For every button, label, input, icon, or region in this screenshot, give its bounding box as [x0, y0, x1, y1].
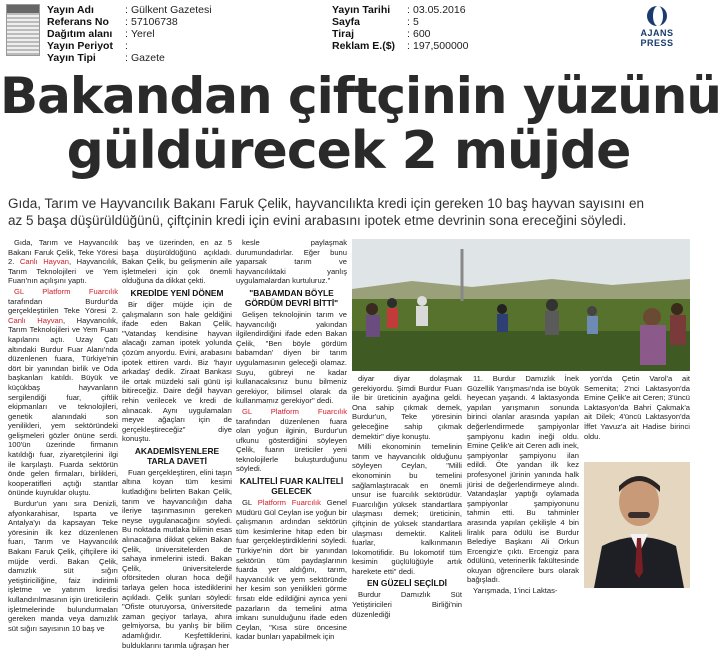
subheading: EN GÜZELİ SEÇİLDİ	[366, 578, 448, 589]
spot-line-2: az 5 başa düşürüldüğünü, çiftçinin kredi için evini arabasını ipotek etme devrinin sona ereceğini söyledi.	[8, 213, 627, 228]
article-column-1	[8, 238, 118, 633]
article-column-3	[236, 238, 347, 642]
text-run: tarafından Burdur'da gerçekleştirilen Teke Yöresi 2.	[8, 296, 118, 316]
meta-value: 03.05.2016	[413, 4, 466, 16]
farm-field-photo	[352, 239, 690, 371]
text-run: Genel Müdürü Gül Ceylan ise yoğun bir çalışmanın ardından sektörün tüm kesimlerine hitap eden bir fuar gerçekleştirdiklerini söyledi. Türkiye'nin dört bir yanından sektörün tüm paydaşlarının fuarda yer aldığını, tarım, hayvancılık ve yem sektöründe her kesim son yenilikleri görme fırsatı elde edildiğini ayrıca yeni pazarların da temelini atma imkanı sunulduğunu ifade eden Ceylan, "Kısa süre öncesine kadar bunları yapabilmek için	[236, 498, 347, 642]
meta-value: 600	[413, 28, 431, 40]
paragraph	[8, 287, 118, 498]
paragraph: diyar diyar dolaşmak gerekiyordu. Şimdi Burdur Fuarı ile bir üreticinin ayağına geldi. Ona sahip çıkmak demek, Burdur'un, Teke yöresinin geleceğine sahip çıkmak demektir" diye konuştu.	[352, 374, 462, 441]
minister-portrait-photo	[584, 462, 690, 588]
paragraph: Yarışmada, 1'inci Laktas-	[473, 586, 558, 596]
meta-value: 197,500000	[413, 40, 469, 52]
article-column-4	[352, 374, 462, 619]
article-column-6	[584, 374, 690, 460]
meta-colon: :	[125, 40, 128, 52]
meta-key: Yayın Tarihi	[332, 4, 391, 16]
paragraph: Burdur'un yanı sıra Denizli, afyonkarahisar, Isparta ve Antalya'yı da kapsayan Teke yöresinin ilk kez düzenlenen fuarı, Tarım ve Hayvancılık Bakanı Faruk Çelik, çiftçilere iki müjde verdi. Bakan Çelik, damızlık süt sığırı yetiştiriciliğine, faiz indirimli işletme ve yatırım kredisi kullandırılmasının işin üreticilerin işletmelerinde bulundurmaları gereken manda veya damızlık süt sığırı sayısının 10 baş ve	[8, 499, 118, 633]
paragraph: 11. Burdur Damızlık İnek Güzellik Yarışması'nda ise büyük heyecan yaşandı. 4 laktasyonda yapılan yarışmanın sonunda birinci olanlar arasında yapılan değerlendirmede şampiyonlar şampiyonu kadın ineği oldu. Emine Çelik'e ait Ceren adlı inek, şampiyonlar şampiyonu ilan edildi. Öte yandan ilk kez profesyonel jürinin yanında halk jürisi de değerlendirmeye alındı. Vatandaşlar yaptığı oylamada şampiyonlar şampiyonunu tahmin etti. Bu tahminler arasında yapılan çekilişle 4 bin liralık para ödülü ise Burdur Belediye Başkanı Ali Orkun Ercengiz'e çıktı. Ercengiz para ödülünü, veterinerlik fakültesinde okuyan öğrencilere burs olarak bağışladı.	[467, 374, 579, 585]
meta-value: 57106738	[131, 16, 178, 28]
meta-colon: :	[125, 52, 128, 64]
paragraph: Gelişen teknolojinin tarım ve hayvancılığı yakından ilgilendirdiğini ifade eden Bakan Çelik, "Ben böyle gördüm babamdan' diyen bir tarım uygulamasının geleceği olamaz. Suyu, gübreyi ne kadar kullanacaksınız bunu bilmeniz gerekiyor, bilimsel olarak da kullanmamız gerekiyor" dedi.	[236, 309, 347, 406]
highlight-run: Canlı Hayvan	[19, 257, 69, 267]
highlight-run: Canlı Hayvan	[8, 315, 63, 325]
ajans-press-logo-icon	[647, 6, 667, 26]
meta-key: Yayın Adı	[47, 4, 94, 16]
clipping-meta-header	[0, 0, 697, 62]
meta-key: Dağıtım alanı	[47, 28, 113, 40]
paragraph: kesle paylaşmak durumundadırlar. Eğer bunu yaparsak tarım ve hayvancılıktaki yanlış uygulamalardan kurtuluruz."	[236, 238, 347, 286]
meta-colon: :	[407, 28, 410, 40]
subheading: AKADEMİSYENLERE TARLA DAVETİ	[134, 445, 220, 466]
meta-value: Gülkent Gazetesi	[131, 4, 212, 16]
paragraph: yon'da Çetin Varol'a ait Semenita; 2'nci Laktasyon'da Emine Çelik'e ait Ceren; 3'üncü Laktasyon'da Bahri Çakmak'a ait Dilek; 4'üncü Laktasyon'da İffet Yavuz'a ait Hadise birinci oldu.	[584, 374, 690, 441]
ajans-press-logo-text: AJANS PRESS	[640, 28, 674, 48]
ajans-press-logo	[624, 6, 690, 48]
meta-key: Tiraj	[332, 28, 354, 40]
meta-key: Yayın Periyot	[47, 40, 113, 52]
text-run: tarafından düzenlenen fuara olan yoğun ilginin, Burdur'un ufkunu gösterdiğini söyleyen Çelik, fuarın üreticiler yeni teknolojilerle buluşturduğunu söyledi.	[236, 416, 347, 474]
meta-colon: :	[407, 4, 410, 16]
text-run: , Hayvancılık, Tarım Teknolojileri ve Yem Fuarı'nın açılışını yaptı.	[8, 257, 118, 286]
paragraph	[8, 238, 118, 286]
text-run: GL	[242, 498, 258, 508]
meta-value: Yerel	[131, 28, 155, 40]
meta-colon: :	[125, 16, 128, 28]
meta-colon: :	[407, 16, 410, 28]
meta-key: Reklam E.($)	[332, 40, 396, 52]
meta-colon: :	[125, 28, 128, 40]
paragraph: Fuarı gerçekleştiren, elini taşın altına koyan tüm kesimi kutladığını belirten Bakan Çelik, tarım ve hayvancılığın daha ileriye taşınmasının gereken neyse uygulanacağını söyledi. Bu noktada mutlaka bilimin esas alınacağına dikkat çeken Bakan Çelik, üniversitelerden de sahaya inmelerini istedi. Bakan Çelik, üniversitelerde oförsiteden oluran hoca değil tarlaya gelen hoca istediklerini açıkladı. Çelik şunları söyledi: "Ofiste oturuyorsa, üniversitede zaman geçiyor tarlaya, ahıra gelmiyorsa, bu yanlış bir bilim adamlığıdır. Keşfettiklerini, bulduklarını tarımla uğraşan her	[122, 467, 232, 650]
paragraph	[236, 407, 347, 474]
subheading: KALİTELİ FUAR KALİTELİ GELECEK	[239, 476, 344, 497]
meta-key: Referans No	[47, 16, 109, 28]
text-run: Gıda, Tarım ve Hayvancılık Bakanı Faruk Çelik, Teke Yöresi 2.	[8, 238, 118, 267]
highlight-run: GL Platform Fuarcılık	[242, 406, 347, 416]
subheading: KREDİDE YENİ DÖNEM	[130, 287, 224, 298]
farm-field-illustration	[352, 239, 690, 371]
highlight-run: GL Platform Fuarcılık	[14, 286, 118, 296]
meta-key: Sayfa	[332, 16, 361, 28]
headline-line-2: güldürecek 2 müjde	[66, 121, 631, 181]
meta-value: Gazete	[131, 52, 165, 64]
paragraph: Burdur Damızlık Süt Yetiştiricileri Birliği'nin düzenlediği	[352, 590, 462, 619]
meta-colon: :	[125, 4, 128, 16]
paragraph: baş ve üzerinden, en az 5 başa düşürüldüğünü açıkladı. Bakan Çelik, bu gelişmenin aile işletmeleri için çok önemli olduğuna da dikkat çekti.	[122, 238, 232, 286]
portrait-illustration	[584, 462, 690, 588]
article-column-2	[122, 238, 232, 650]
article-column-5	[467, 374, 579, 596]
highlight-run: Platform Fuarcılık	[257, 498, 321, 508]
paragraph: Milli ekonominin temelinin tarım ve hayvancılık olduğunu söyleyen Ceylan, "Milli ekonominin bu temelini sağlamlaştıracak en önemli unsur ise fuarcılık sektörüdür. Fuarcılığın yüksek standartlara ulaşması demek; üreticinin, çiftçinin de yüksek standartlara ulaşması demektir. Kaliteli fuarlar, kalkınmanın lokomotifidir. Bu lokomotif tüm kesimin güçlülüğüyle artık harekete etti" dedi.	[352, 442, 462, 576]
newspaper-thumbnail	[6, 4, 40, 56]
subheading: "BABAMDAN BÖYLE GÖRDÜM DEVRİ BİTTİ"	[244, 287, 339, 308]
text-run: , Hayvancılık, Tarım Teknolojileri ve Yem Fuarı kapılarını açtı. Uzay Çatı altındaki Burdur Fuar Alanı'nda düzenlenen fuara, Türkiye'nin dört bir yanından birlik ve Oda başkanları katıldı. Büyük ve küçükbaş hayvanların sergilendiği fuar, çiftlik ekipmanları ve teknolojileri, genetik alanındaki son yenilikleri, yem sektöründeki gelişmeleri gözler önüne serdi. 100'ün üzerinde firmanın katıldığı fuar, ziyaretçilerini ilgi ile karşılaştı. Fuarda sektörün önde gelen firmaları, birlikleri, kooperatifleri açtığı stantlar önünde kuyruklar oluştu.	[8, 315, 118, 498]
meta-key: Yayın Tipi	[47, 52, 96, 64]
spot-line-1: Gıda, Tarım ve Hayvancılık Bakanı Faruk Çelik, hayvancılıkta kredi için gereken 10 baş hayvan sayısını en	[8, 196, 645, 211]
paragraph	[236, 498, 347, 642]
headline-line-1: Bakandan çiftçinin yüzünü	[0, 67, 721, 125]
meta-colon: :	[407, 40, 410, 52]
meta-value: 5	[413, 16, 419, 28]
paragraph: Bir diğer müjde için de çalışmaların son hale geldiğini ifade eden Bakan Çelik, "Vatandaş kendisine hayvan alacağı zaman ipotek yolunda çözüm arıyordu. Evini, arabasını ipotek ettiren vardı. Biz 'hayır arkadaş' dedik. Ziraat Bankası ile ortak müzdeki sali günü işi bitireceğiz. Daire değil hayvan rehin verilecek ve kredi de alınacak. Aynı uygulamaları meyve ağaçları için de gerçekleştireceğiz" diye konuştu.	[122, 299, 232, 444]
